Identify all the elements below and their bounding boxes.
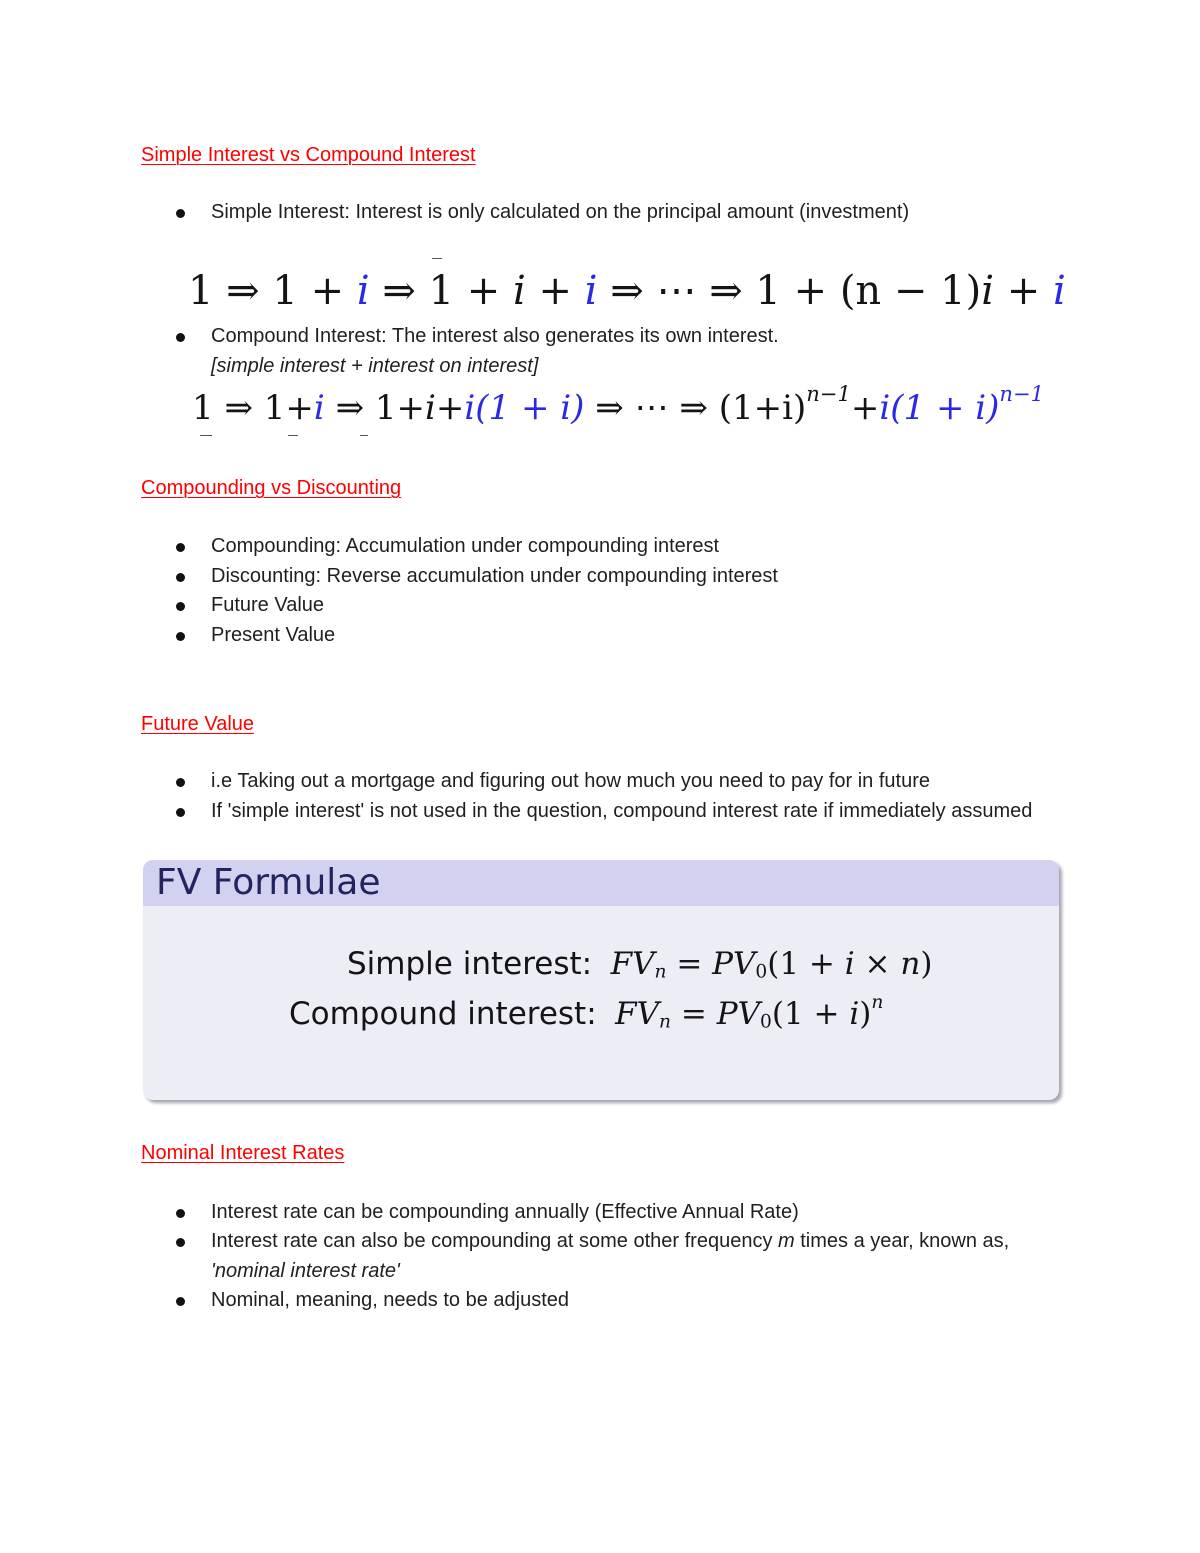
section-heading-future-value: Future Value xyxy=(141,713,255,735)
fv-simple-formula: Simple interest: $FV_n = PV_0(1 + i \times n)$ xyxy=(347,946,933,983)
list-item-mortgage-example: i.e Taking out a mortgage and figuring out how much you need to pay for in future xyxy=(211,770,930,792)
bullet-dot xyxy=(176,333,185,342)
bullet-dot xyxy=(176,808,185,817)
crop-artifact xyxy=(200,435,212,436)
bullet-dot xyxy=(176,1297,185,1306)
bullet-dot xyxy=(176,602,185,611)
list-item-annual-compounding: Interest rate can be compounding annually (Effective Annual Rate) xyxy=(211,1201,799,1223)
section-heading-compounding-vs-discounting: Compounding vs Discounting xyxy=(141,477,402,499)
fv-compound-formula: Compound interest: $FV_n = PV_0(1 + i)^n$ xyxy=(289,992,884,1033)
fv-formulae-box xyxy=(143,860,1059,1100)
list-item-present-value: Present Value xyxy=(211,624,336,646)
list-item-other-frequency: Interest rate can also be compounding at some other frequency m times a year, known as, 'nominal interest rate' xyxy=(211,1230,1010,1282)
list-item-compounding: Compounding: Accumulation under compounding interest xyxy=(211,535,720,557)
fv-formulae-title: FV Formulae xyxy=(156,862,381,903)
compound-interest-equation: 1 ⇒ 1+i ⇒ 1+i+i(1 + i) ⇒ ⋯ ⇒ $(1+i)^{n-1}+i(1 + i)^{n-1}$ xyxy=(192,381,1045,428)
bullet-dot xyxy=(176,778,185,787)
simple-interest-equation: 1 ⇒ 1 + i ⇒ 1 + i + i ⇒ ⋯ ⇒ 1 + (n − 1)i + i xyxy=(188,268,1066,314)
bullet-dot xyxy=(176,632,185,641)
list-item-compound-assumed: If 'simple interest' is not used in the question, compound interest rate if immediately assumed xyxy=(211,800,1033,822)
list-item-compound-interest: Compound Interest: The interest also generates its own interest. [simple interest + interest on interest] xyxy=(211,325,779,377)
list-item-simple-interest: Simple Interest: Interest is only calculated on the principal amount (investment) xyxy=(211,201,910,223)
bullet-dot xyxy=(176,543,185,552)
list-item-nominal-adjusted: Nominal, meaning, needs to be adjusted xyxy=(211,1289,570,1311)
list-item-discounting: Discounting: Reverse accumulation under compounding interest xyxy=(211,565,778,587)
bullet-dot xyxy=(176,1238,185,1247)
crop-artifact xyxy=(288,435,298,436)
bullet-dot xyxy=(176,1209,185,1218)
section-heading-nominal-rates: Nominal Interest Rates xyxy=(141,1142,345,1164)
crop-artifact xyxy=(432,258,442,259)
section-heading-simple-vs-compound: Simple Interest vs Compound Interest xyxy=(141,144,476,166)
fv-formulae-header xyxy=(143,860,1059,906)
crop-artifact xyxy=(360,435,368,436)
bullet-dot xyxy=(176,573,185,582)
bullet-dot xyxy=(176,209,185,218)
list-item-future-value: Future Value xyxy=(211,594,325,616)
